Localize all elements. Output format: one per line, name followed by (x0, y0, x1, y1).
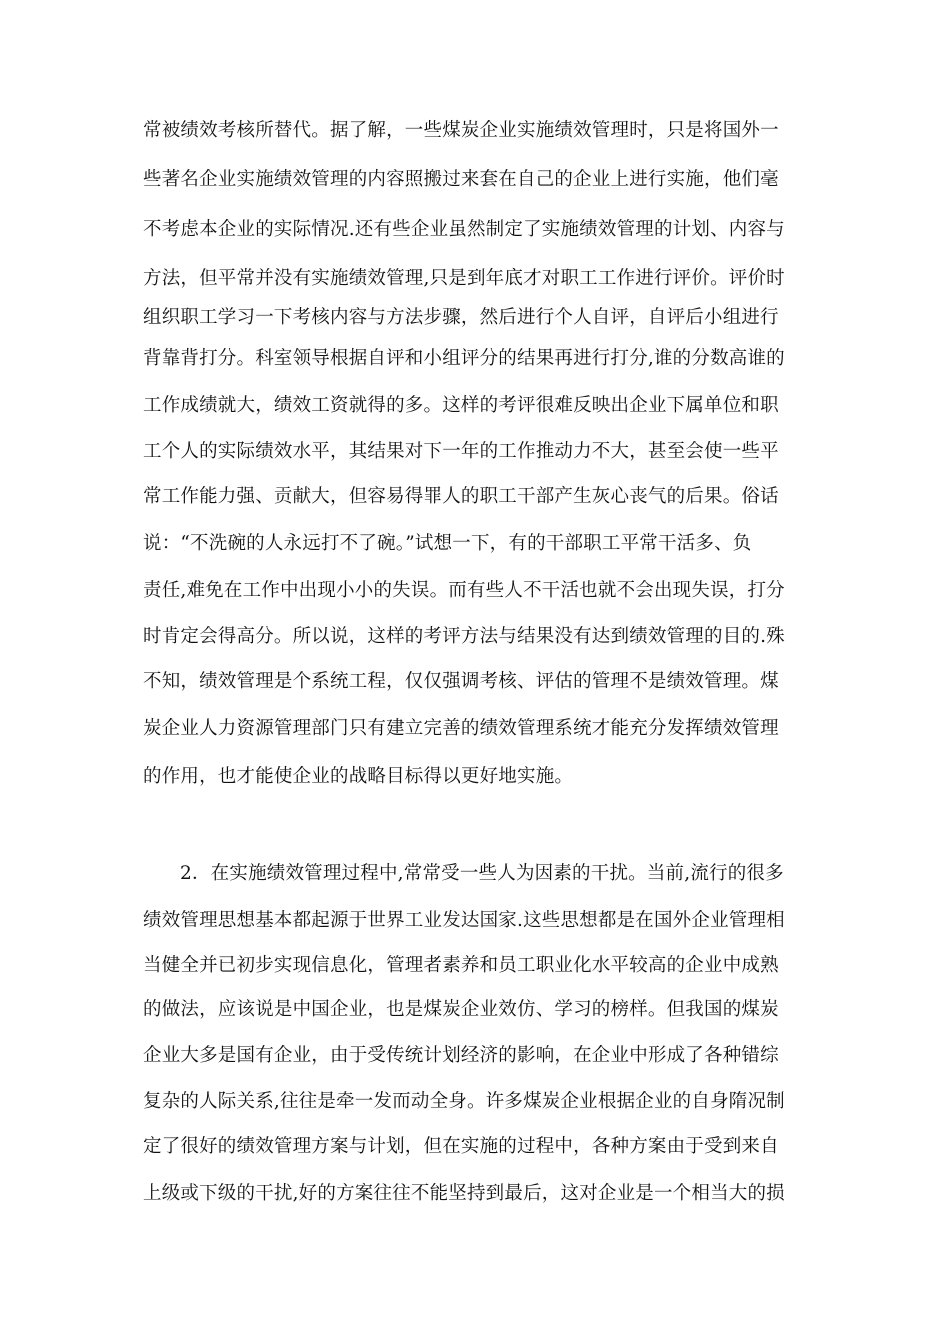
text-line: 的做法，应该说是中国企业，也是煤炭企业效仿、学习的榜样。但我国的煤炭 (143, 999, 779, 1020)
text-line: 些著名企业实施绩效管理的内容照搬过来套在自己的企业上进行实施，他们毫 (143, 169, 779, 190)
text-line: 背靠背打分。科室领导根据自评和小组评分的结果再进行打分,谁的分数高谁的 (143, 348, 785, 369)
text-line: 工个人的实际绩效水平，其结果对下一年的工作推动力不大，甚至会使一些平 (143, 441, 779, 462)
text-line: 炭企业人力资源管理部门只有建立完善的绩效管理系统才能充分发挥绩效管理 (143, 718, 779, 739)
text-line: 不考虑本企业的实际情况.还有些企业虽然制定了实施绩效管理的计划、内容与 (143, 219, 785, 240)
text-line: 责任,难免在工作中出现小小的失误。而有些人不干活也就不会出现失误，打分 (143, 580, 785, 601)
text-line: 时肯定会得高分。所以说，这样的考评方法与结果没有达到绩效管理的目的.殊 (143, 626, 785, 647)
text-line: 绩效管理思想基本都起源于世界工业发达国家.这些思想都是在国外企业管理相 (143, 910, 785, 931)
text-line: 的作用，也才能使企业的战略目标得以更好地实施。 (143, 766, 574, 787)
text-line: 方法，但平常并没有实施绩效管理,只是到年底才对职工工作进行评价。评价时 (143, 268, 785, 289)
text-line: 工作成绩就大，绩效工资就得的多。这样的考评很难反映出企业下属单位和职 (143, 395, 779, 416)
text-line: 定了很好的绩效管理方案与计划，但在实施的过程中，各种方案由于受到来自 (143, 1136, 779, 1157)
text-line: 不知，绩效管理是个系统工程，仅仅强调考核、评估的管理不是绩效管理。煤 (143, 671, 779, 692)
text-line: 常工作能力强、贡献大，但容易得罪人的职工干部产生灰心丧气的后果。俗话 (143, 486, 779, 507)
text-line: 复杂的人际关系,往往是牵一发而动全身。许多煤炭企业根据企业的自身隋况制 (143, 1091, 785, 1112)
text-line: 组织职工学习一下考核内容与方法步骤，然后进行个人自评，自评后小组进行 (143, 307, 779, 328)
text-line: 当健全并已初步实现信息化，管理者素养和员工职业化水平较高的企业中成熟 (143, 955, 779, 976)
text-line: 企业大多是国有企业，由于受传统计划经济的影响，在企业中形成了各种错综 (143, 1045, 779, 1066)
text-line: 2．在实施绩效管理过程中,常常受一些人为因素的干扰。当前,流行的很多 (180, 863, 784, 884)
text-line: 说：“不洗碗的人永远打不了碗。”试想一下，有的干部职工平常干活多、负 (143, 533, 752, 554)
text-line: 常被绩效考核所替代。据了解，一些煤炭企业实施绩效管理时，只是将国外一 (143, 120, 779, 141)
text-line: 上级或下级的干扰,好的方案往往不能坚持到最后，这对企业是一个相当大的损 (143, 1183, 785, 1204)
